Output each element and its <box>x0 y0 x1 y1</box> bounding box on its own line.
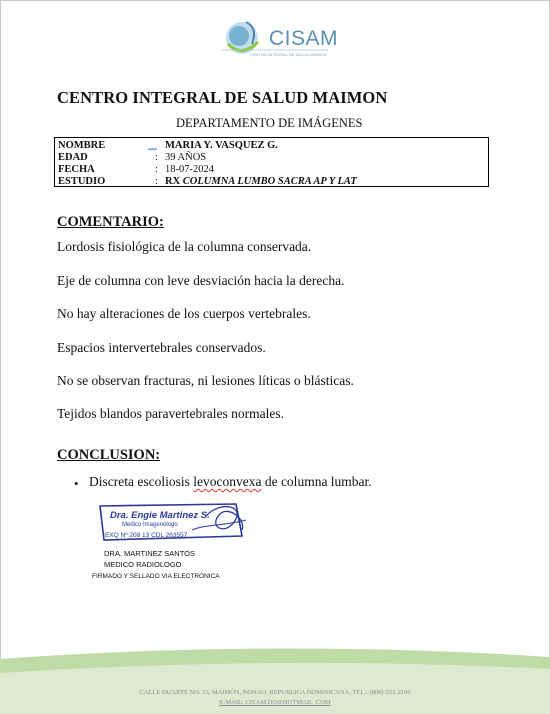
estudio-label: ESTUDIO <box>58 176 106 187</box>
footer-address: CALLE DUARTE NO. 13, MAIMÓN, BONAO, REPUBLICA DOMINICANA, TEL.: (809)-551-2196 <box>139 689 411 696</box>
conclusion-text-end: de columna lumbar. <box>261 474 372 489</box>
comentario-heading: COMENTARIO: <box>57 214 164 230</box>
conclusion-text-start: Discreta escoliosis <box>89 474 194 489</box>
fecha-label: FECHA <box>58 164 95 175</box>
conclusion-heading: CONCLUSION: <box>57 447 161 463</box>
estudio-prefix: RX <box>165 176 183 187</box>
department-title: DEPARTAMENTO DE IMÁGENES <box>176 116 363 130</box>
edad-colon: : <box>155 152 158 163</box>
stamp-exequatur: EXQ Nº 208 13 CDL 263557 <box>105 532 188 539</box>
comentario-paragraph: Lordosis fisiológica de la columna conservada. <box>57 239 312 254</box>
signature-title: MEDICO RADIOLOGO <box>104 560 182 569</box>
logo-subtitle: CENTRO INTEGRAL DE SALUD MAIMON <box>250 52 327 57</box>
patient-info-box <box>54 137 489 187</box>
fecha-colon: : <box>155 164 158 175</box>
comentario-paragraph: Eje de columna con leve desviación hacia la derecha. <box>57 273 345 288</box>
comentario-paragraph: Tejidos blandos paravertebrales normales. <box>57 406 284 421</box>
edad-value: 39 AÑOS <box>165 152 207 163</box>
comentario-paragraph: No hay alteraciones de los cuerpos vertebrales. <box>57 306 311 321</box>
signature-name: DRA. MARTINEZ SANTOS <box>104 549 195 558</box>
signature-note: FIRMADO Y SELLADO VIA ELECTRONICA <box>92 573 220 580</box>
comentario-paragraph: No se observan fracturas, ni lesiones líticas o blásticas. <box>57 373 354 388</box>
spellcheck-mark-icon <box>148 148 157 151</box>
estudio-value <box>165 176 357 188</box>
nombre-label: NOMBRE <box>58 140 106 151</box>
stamp-role: Medico Imagenólogo <box>122 522 178 528</box>
stamp-name: Dra. Engie Martinez S. <box>110 510 210 521</box>
conclusion-item <box>89 474 372 490</box>
bullet-icon: • <box>74 476 79 491</box>
footer-email-link[interactable]: E-MAIL: CISAM.DO@HOTMAIL .COM <box>219 699 331 706</box>
fecha-value: 18-07-2024 <box>165 164 214 175</box>
conclusion-flagged-word: levoconvexa <box>193 474 262 489</box>
estudio-study: COLUMNA LUMBO SACRA AP Y LAT <box>182 176 357 187</box>
edad-label: EDAD <box>58 152 88 163</box>
logo-wordmark: CISAM <box>269 27 339 50</box>
comentario-paragraph: Espacios intervertebrales conservados. <box>57 340 266 355</box>
estudio-colon: : <box>155 176 158 187</box>
nombre-value: MARIA Y. VASQUEZ G. <box>165 140 278 151</box>
clinic-title: CENTRO INTEGRAL DE SALUD MAIMON <box>57 88 388 107</box>
